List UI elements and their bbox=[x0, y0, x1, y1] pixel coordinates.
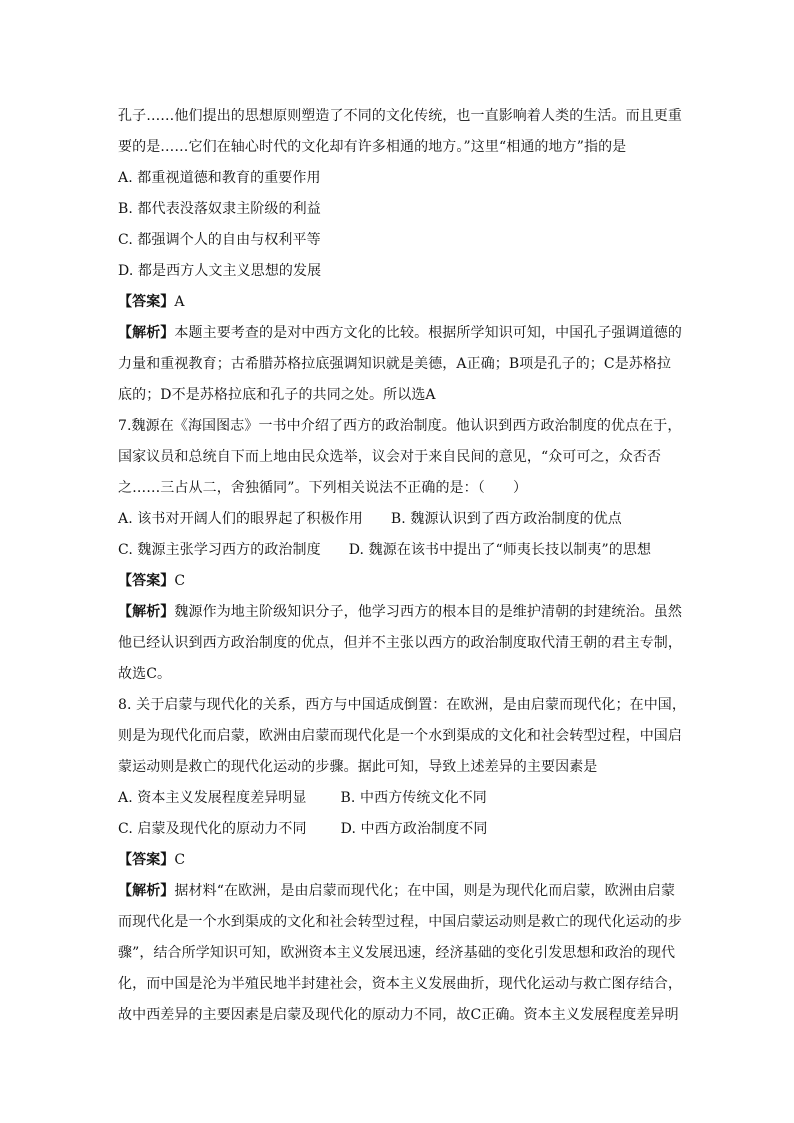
text-line: 底的；D不是苏格拉底和孔子的共同之处。所以选A bbox=[118, 387, 436, 403]
text-line: 化，而中国是沦为半殖民地半封建社会，资本主义发展曲折，现代化运动与救亡图存结合， bbox=[118, 976, 682, 992]
text-line: 而现代化是一个水到渠成的文化和社会转型过程，中国启蒙运动则是救亡的现代化运动的步 bbox=[118, 914, 682, 930]
text-line: 蒙运动则是救亡的现代化运动的步骤。据此可知，导致上述差异的主要因素是 bbox=[118, 759, 598, 775]
text-line: 国家议员和总统自下而上地由民众选举，议会对于来自民间的意见，“众可可之，众否否 bbox=[118, 449, 662, 465]
text-line bbox=[118, 597, 683, 628]
question-7-option-b: B. 魏源认识到了西方政治制度的优点 bbox=[390, 511, 622, 527]
analysis-tag: 【解析】 bbox=[118, 325, 175, 341]
question-7-answer bbox=[118, 566, 678, 597]
text-line: 8. 关于启蒙与现代化的关系，西方与中国适成倒置：在欧洲，是由启蒙而现代化；在中国， bbox=[118, 697, 687, 713]
question-6-option-b: B. 都代表没落奴隶主阶级的利益 bbox=[118, 201, 321, 217]
question-6-option-a: A. 都重视道德和教育的重要作用 bbox=[118, 170, 321, 186]
question-8-option-d: D. 中西方政治制度不同 bbox=[340, 821, 488, 837]
text-line bbox=[118, 876, 678, 907]
answer-tag: 【答案】 bbox=[118, 852, 175, 868]
text-line: 要的是……它们在轴心时代的文化却有许多相通的地方。”这里“相通的地方”指的是 bbox=[118, 139, 627, 155]
text-line: 之……三占从二，舍独循同”。下列相关说法不正确的是：（ ） bbox=[118, 480, 528, 496]
question-7-options-row-1 bbox=[118, 504, 678, 535]
analysis-text: 本题主要考查的是对中西方文化的比较。根据所学知识可知，中国孔子强调道德的 bbox=[174, 325, 683, 341]
analysis-tag: 【解析】 bbox=[118, 883, 175, 899]
question-8-options-row-2 bbox=[118, 814, 678, 845]
analysis-tag: 【解析】 bbox=[118, 604, 175, 620]
text-line bbox=[118, 318, 683, 349]
question-7-option-d: D. 魏源在该书中提出了“师夷长技以制夷”的思想 bbox=[348, 542, 652, 558]
question-8-stem bbox=[118, 690, 687, 783]
question-7-options-row-2 bbox=[118, 535, 678, 566]
analysis-text: 魏源作为地主阶级知识分子，他学习西方的根本目的是维护清朝的封建统治。虽然 bbox=[174, 604, 683, 620]
question-6-option-c: C. 都强调个人的自由与权利平等 bbox=[118, 232, 321, 248]
document-content bbox=[118, 101, 687, 1031]
answer-tag: 【答案】 bbox=[118, 573, 175, 589]
question-8-option-a: A. 资本主义发展程度差异明显 bbox=[118, 790, 307, 806]
text-line: 骤”，结合所学知识可知，欧洲资本主义发展迅速，经济基础的变化引发思想和政治的现代 bbox=[118, 945, 676, 961]
text-line: 力量和重视教育；古希腊苏格拉底强调知识就是美德，A正确；B项是孔子的；C是苏格拉 bbox=[118, 356, 672, 372]
text-line: 7.魏源在《海国图志》一书中介绍了西方的政治制度。他认识到西方政治制度的优点在于， bbox=[118, 418, 682, 434]
text-line: 孔子……他们提出的思想原则塑造了不同的文化传统，也一直影响着人类的生活。而且更重 bbox=[118, 108, 682, 124]
text-line: 故选C。 bbox=[118, 666, 172, 682]
question-8-analysis bbox=[118, 876, 682, 1031]
answer-tag: 【答案】 bbox=[118, 294, 175, 310]
question-8-option-b: B. 中西方传统文化不同 bbox=[340, 790, 487, 806]
question-8-options-row-1 bbox=[118, 783, 678, 814]
answer-value: C bbox=[174, 573, 186, 589]
text-line: 则是为现代化而启蒙，欧洲由启蒙而现代化是一个水到渠成的文化和社会转型过程，中国启 bbox=[118, 728, 682, 744]
question-7-option-a: A. 该书对开阔人们的眼界起了积极作用 bbox=[118, 511, 363, 527]
answer-value: A bbox=[174, 294, 185, 310]
text-line: 他已经认识到西方政治制度的优点，但并不主张以西方的政治制度取代清王朝的君主专制， bbox=[118, 635, 682, 651]
analysis-text: 据材料“在欧洲，是由启蒙而现代化；在中国，则是为现代化而启蒙，欧洲由启蒙 bbox=[174, 883, 676, 899]
question-8-option-c: C. 启蒙及现代化的原动力不同 bbox=[118, 821, 307, 837]
question-8-answer bbox=[118, 845, 678, 876]
question-6-answer bbox=[118, 287, 678, 318]
question-7-analysis bbox=[118, 597, 683, 690]
question-7-stem bbox=[118, 411, 682, 504]
question-7-option-c: C. 魏源主张学习西方的政治制度 bbox=[118, 542, 321, 558]
question-6-option-d: D. 都是西方人文主义思想的发展 bbox=[118, 263, 322, 279]
question-6-analysis bbox=[118, 318, 683, 411]
text-line: 故中西差异的主要因素是启蒙及现代化的原动力不同，故C正确。资本主义发展程度差异明 bbox=[118, 1007, 679, 1023]
answer-value: C bbox=[174, 852, 186, 868]
question-6-stem bbox=[118, 101, 682, 163]
